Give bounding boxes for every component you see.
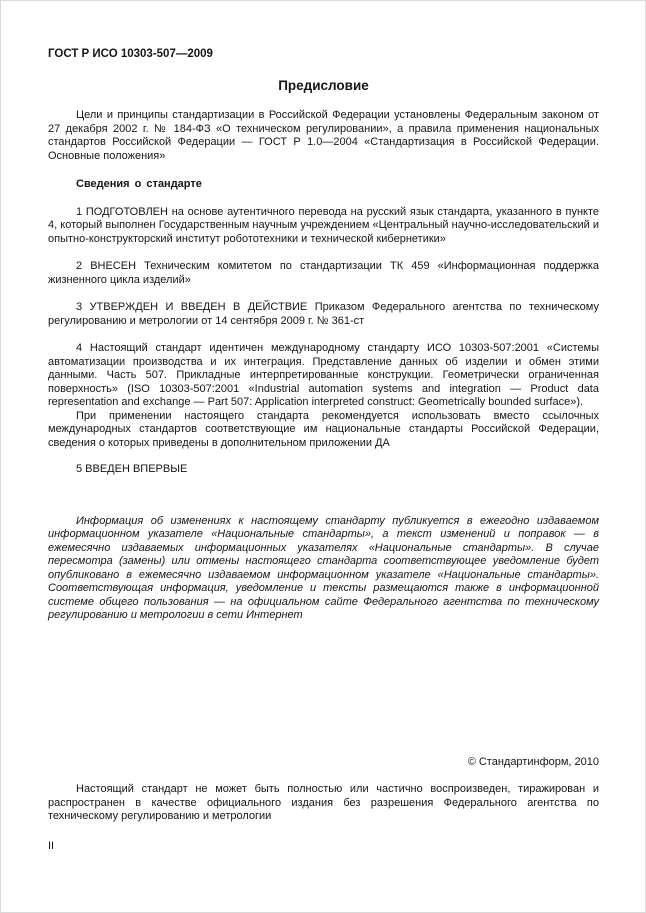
reproduction-notice: Настоящий стандарт не может быть полностью или частично воспроизведен, тиражирован и распространен в качестве официального издания без разрешения Федерального агентства по техническому регулированию и метрологии <box>48 783 599 822</box>
page-number: II <box>48 839 55 852</box>
standard-info-item-4: 4 Настоящий стандарт идентичен международному стандарту ИСО 10303-507:2001 «Системы автоматизации производства и их интеграция. Представление данных об изделии и обмен этими данными. Часть 507. Прикладные интерпретированные конструкции. Геометрически ограниченная поверхность» (ISO 10303-507:2001 «Industrial automation systems and integration — Product data representation and exchange — Part 507: Application interpreted construct: Geometrically bounded surface»). <box>48 342 599 408</box>
standard-info-item-3: 3 УТВЕРЖДЕН И ВВЕДЕН В ДЕЙСТВИЕ Приказом Федерального агентства по техническому регулированию и метрологии от 14 сентября 2009 г. № 361-ст <box>48 301 599 327</box>
standard-info-item-1: 1 ПОДГОТОВЛЕН на основе аутентичного перевода на русский язык стандарта, указанного в пункте 4, который выполнен Государственным научным учреждением «Центральный научно-исследовательский и опытно-конструкторский институт робототехники и технической кибернетики» <box>48 205 599 245</box>
standard-info-item-4-continuation: При применении настоящего стандарта рекомендуется использовать вместо ссылочных международных стандартов соответствующие им национальные стандарты Российской Федерации, сведения о которых приведены в дополнительном приложении ДА <box>48 409 599 449</box>
page-title: Предисловие <box>278 78 369 93</box>
copyright-line: © Стандартинформ, 2010 <box>467 755 599 768</box>
standard-info-item-5: 5 ВВЕДЕН ВПЕРВЫЕ <box>76 463 188 475</box>
standard-designation: ГОСТ Р ИСО 10303-507—2009 <box>48 48 213 60</box>
publication-note: Информация об изменениях к настоящему стандарту публикуется в ежегодно издаваемом информационном указателе «Национальные стандарты», а текст изменений и поправок — в ежемесячно издаваемых информационных указателях «Национальные стандарты». В случае пересмотра (замены) или отмены настоящего стандарта соответствующее уведомление будет опубликовано в ежемесячно издаваемом информационном указателе «Национальные стандарты». Соответствующая информация, уведомление и тексты размещаются также в информационной системе общего пользования — на официальном сайте Федерального агентства по техническому регулированию и метрологии в сети Интернет <box>48 514 599 621</box>
standard-info-item-2: 2 ВНЕСЕН Техническим комитетом по стандартизации ТК 459 «Информационная поддержка жизненного цикла изделий» <box>48 260 599 286</box>
intro-paragraph: Цели и принципы стандартизации в Российской Федерации установлены Федеральным законом от 27 декабря 2002 г. № 184-ФЗ «О техническом регулировании», а правила применения национальных стандартов Российской Федерации — ГОСТ Р 1.0—2004 «Стандартизация в Российской Федерации. Основные положения» <box>48 109 599 162</box>
section-heading-standard-info: Сведения о стандарте <box>76 178 202 190</box>
